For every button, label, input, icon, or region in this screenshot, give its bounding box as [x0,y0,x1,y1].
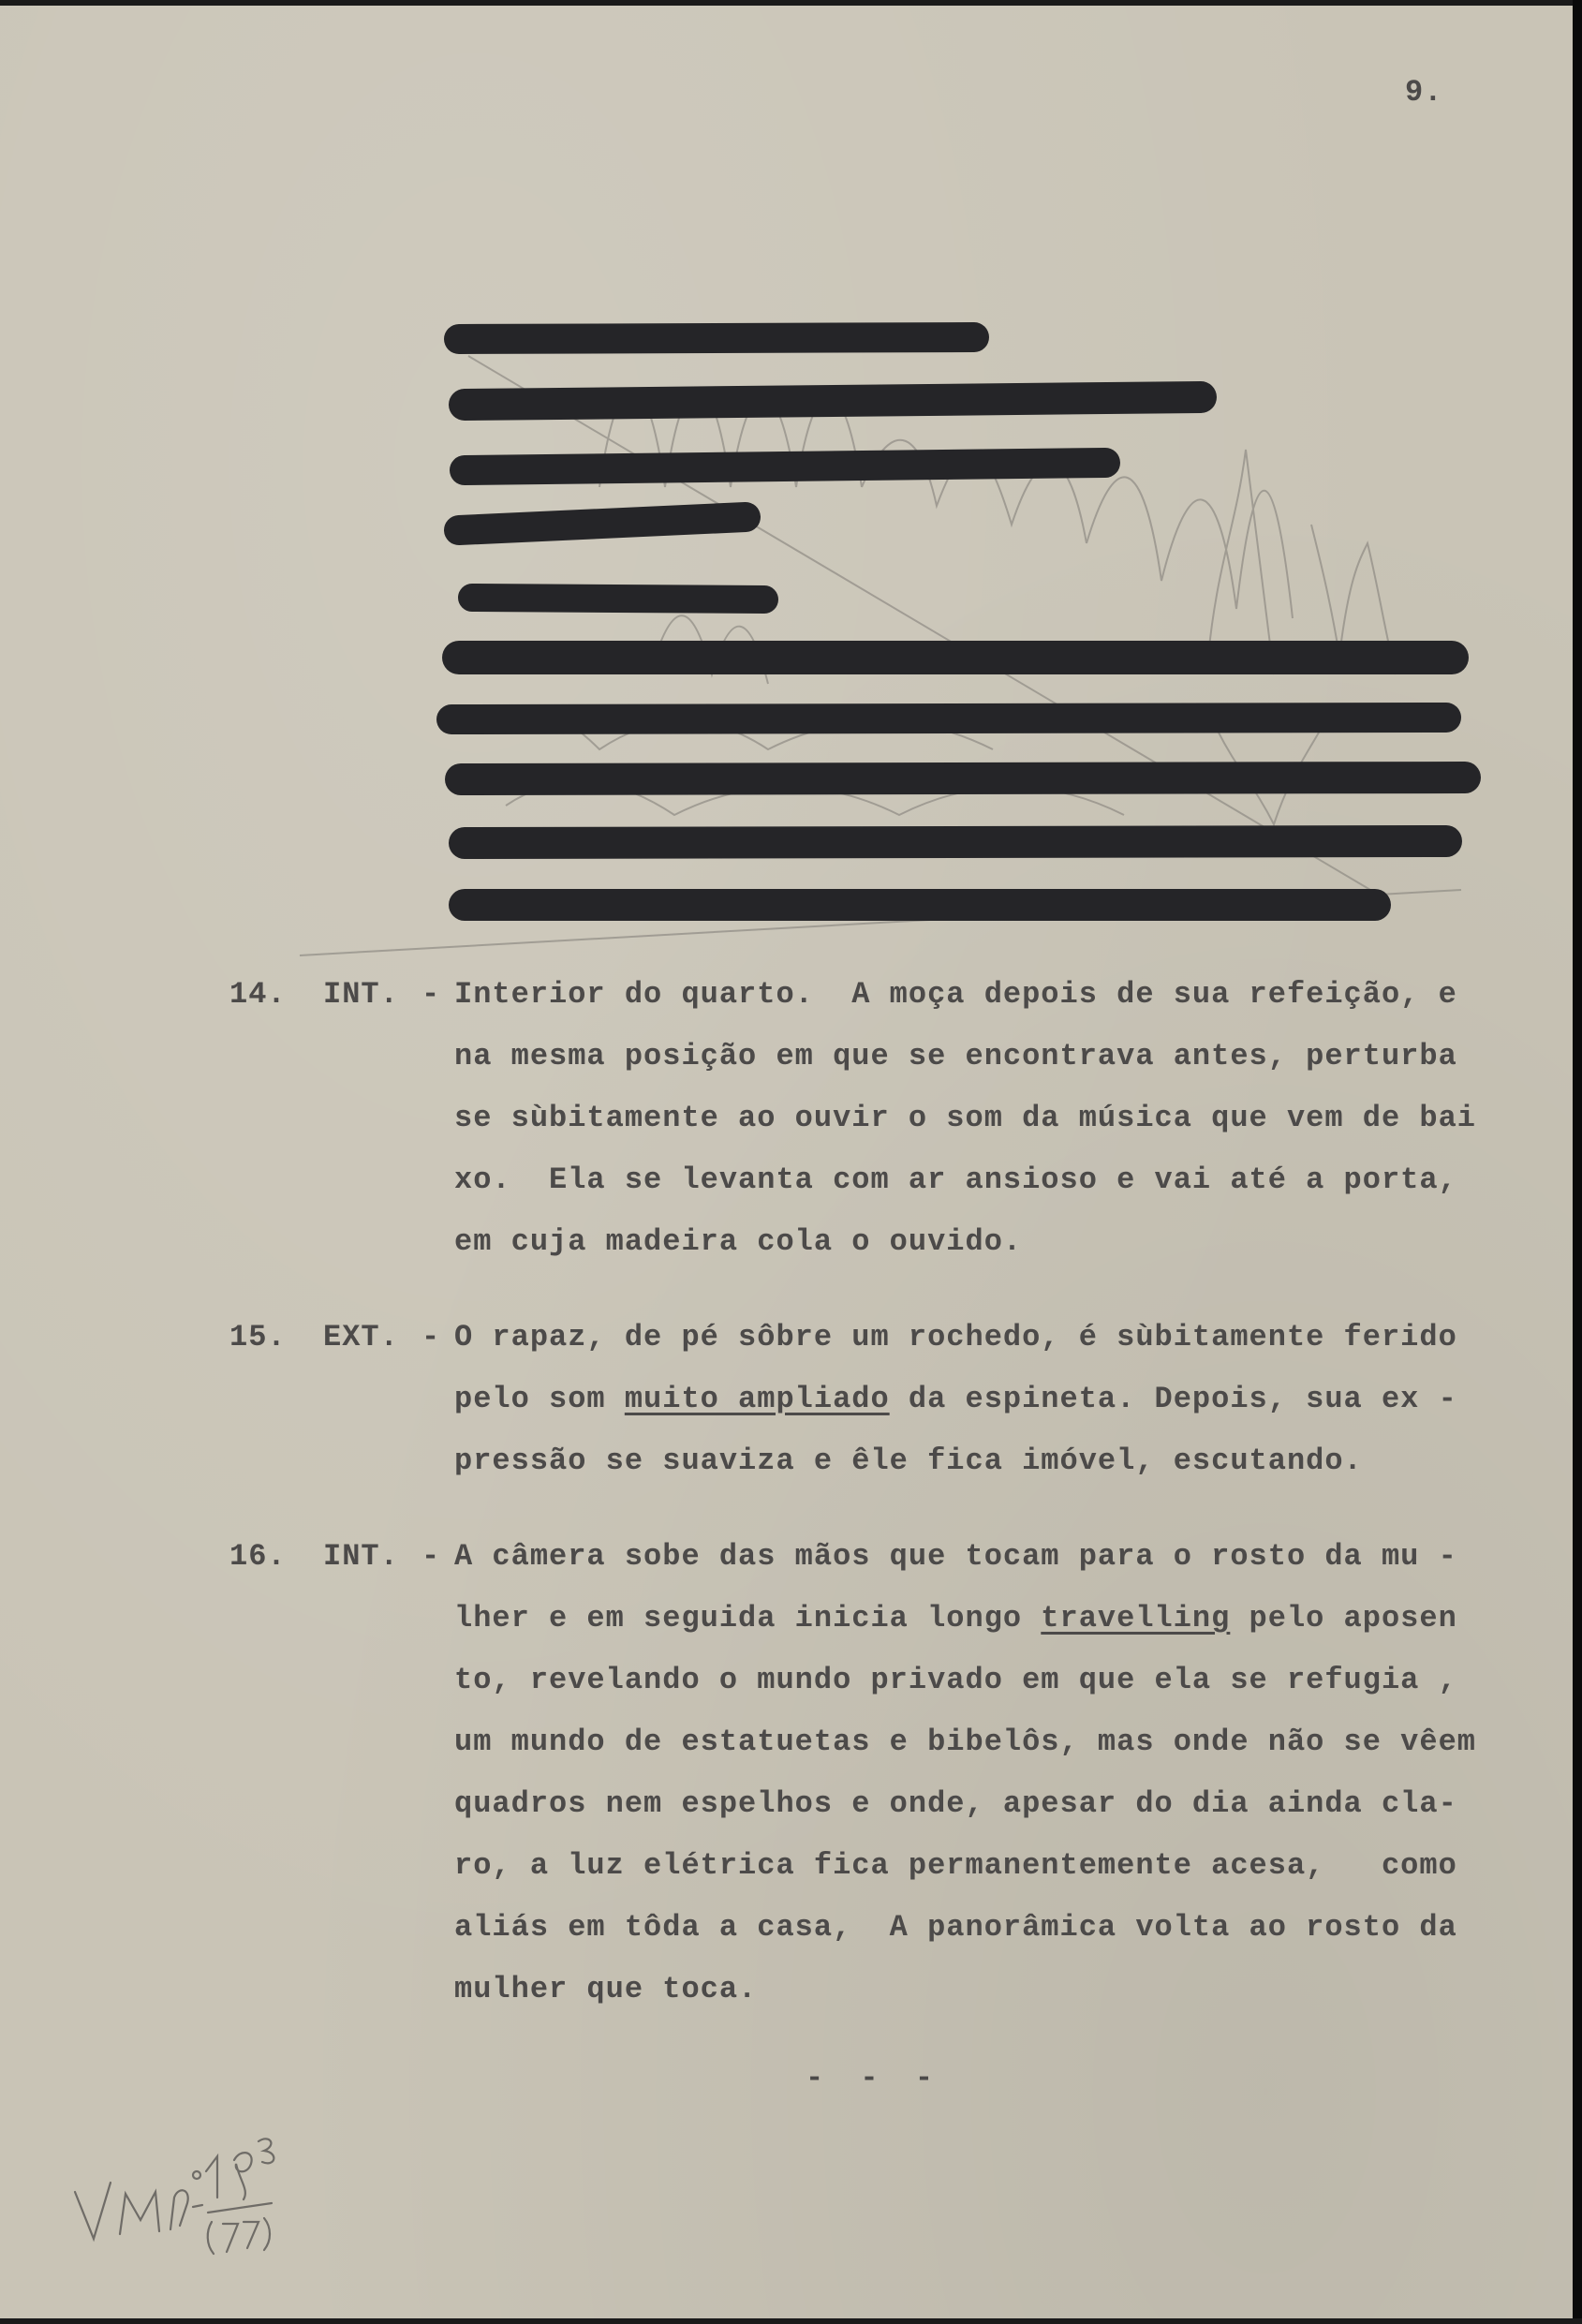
scene-dash: - [421,1539,441,1574]
text-line: aliás em tôda a casa, A panorâmica volta ao rosto da [454,1910,1457,1945]
text-segment: da espineta. Depois, sua ex - [889,1382,1457,1416]
text-line: O rapaz, de pé sôbre um rochedo, é sùbitamente ferido [454,1320,1457,1354]
archive-handwritten-note [66,2108,347,2267]
underlined-phrase: travelling [1041,1601,1231,1636]
redaction-bar [465,463,1105,470]
end-mark: - - - [806,2061,943,2095]
text-segment: lher e em seguida inicia longo [454,1601,1042,1636]
redaction-bar [459,337,974,339]
text-line-with-underline [454,1598,1582,1660]
text-line: Interior do quarto. A moça depois de sua refeição, e [454,977,1457,1012]
text-line: ro, a luz elétrica fica permanentemente acesa, como [454,1848,1457,1883]
scene-dash: - [421,1320,441,1354]
scene-dash: - [421,977,441,1012]
redaction-bar [461,777,1465,779]
text-segment: pelo aposen [1230,1601,1457,1636]
text-line: A câmera sobe das mãos que tocam para o rosto da mu - [454,1539,1457,1574]
text-line: um mundo de estatuetas e bibelôs, mas onde não se vêem [454,1724,1476,1759]
page-number: 9. [1405,75,1443,110]
scene-number: 14. [229,977,287,1012]
text-line: na mesma posição em que se encontrava antes, perturba [454,1039,1457,1073]
redaction-bars [451,337,1465,905]
scene-number: 15. [229,1320,287,1354]
underlined-phrase: muito ampliado [624,1382,890,1416]
scene-description [454,974,1582,1283]
scene-number: 16. [229,1539,287,1574]
redaction-bar [451,718,1446,719]
text-line: pressão se suaviza e êle fica imóvel, escutando. [454,1443,1363,1478]
redaction-bar [459,517,746,530]
redaction-bar [465,841,1446,843]
scene-description [454,1536,1582,2031]
text-line: mulher que toca. [454,1972,758,2006]
text-line-with-underline [454,1379,1582,1441]
scene-location: INT. [323,977,399,1012]
text-line: quadros nem espelhos e onde, apesar do dia ainda cla- [454,1786,1457,1821]
text-segment: pelo som [454,1382,625,1416]
text-line: xo. Ela se levanta com ar ansioso e vai até a porta, [454,1162,1457,1197]
redaction-bar [465,397,1201,405]
scene-location: INT. [323,1539,399,1574]
text-line: em cuja madeira cola o ouvido. [454,1224,1023,1259]
text-line: se sùbitamente ao ouvir o som da música que vem de bai [454,1101,1476,1135]
redaction-bar [472,598,764,600]
scene-location: EXT. [323,1320,399,1354]
scene-description [454,1317,1582,1502]
redacted-block [0,0,1582,993]
scan-border-bottom [0,2318,1582,2324]
text-line: to, revelando o mundo privado em que ela se refugia , [454,1663,1457,1697]
